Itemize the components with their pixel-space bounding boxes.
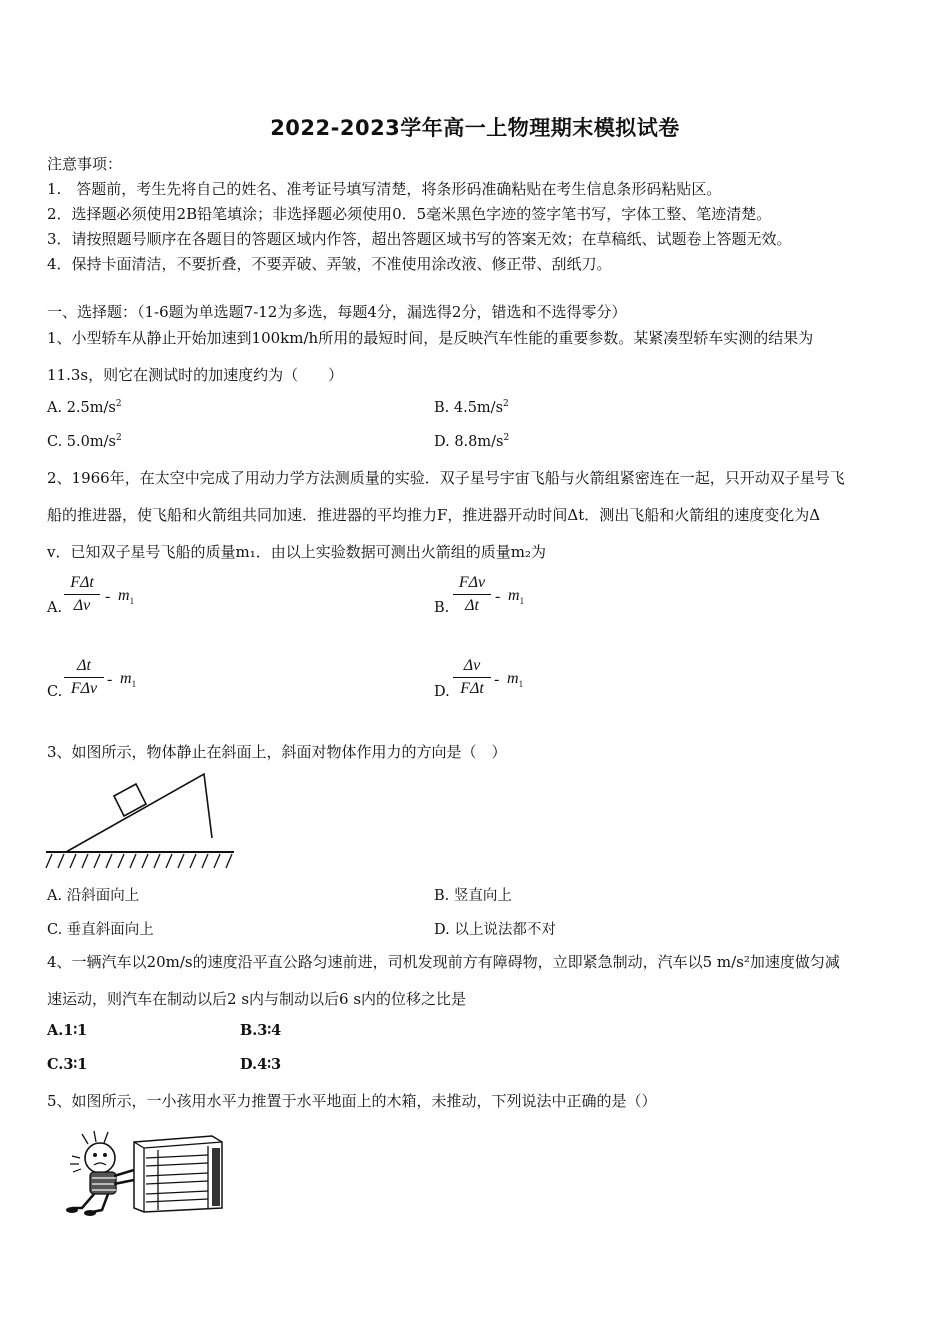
- q2-option-d-label: D.: [434, 684, 450, 700]
- q2-option-d-minus: -: [494, 671, 500, 688]
- q3-stem: 3、如图所示，物体静止在斜面上，斜面对物体作用力的方向是（ ）: [47, 743, 507, 761]
- notice-item-3: 3．请按照题号顺序在各题目的答题区域内作答，超出答题区域书写的答案无效；在草稿纸、试题卷上答题无效。: [47, 230, 792, 248]
- q2-option-a-fraction: FΔt Δv: [64, 574, 100, 615]
- q2-option-b-minus: -: [495, 588, 501, 605]
- q2-option-a-m1: $m_1$: [118, 587, 135, 607]
- q1-option-b: B. $4.5m/s^2$: [434, 399, 509, 416]
- q4-stem-line1: 4、一辆汽车以20m/s的速度沿平直公路匀速前进，司机发现前方有障碍物，立即紧急制动，汽车以5 m/s²加速度做匀减: [47, 953, 840, 971]
- q2-option-c-minus: -: [107, 671, 113, 688]
- q2-stem-line2: 船的推进器，使飞船和火箭组共同加速．推进器的平均推力F，推进器开动时间Δt．测出飞船和火箭组的速度变化为Δ: [47, 506, 821, 524]
- q3-option-b: B. 竖直向上: [434, 888, 512, 904]
- notice-item-4: 4．保持卡面清洁，不要折叠，不要弄破、弄皱，不准使用涂改液、修正带、刮纸刀。: [47, 255, 612, 273]
- q5-stem: 5、如图所示，一小孩用水平力推置于水平地面上的木箱，未推动，下列说法中正确的是（）: [47, 1092, 657, 1110]
- q1-option-a: A. $2.5m/s^2$: [47, 399, 122, 416]
- q2-option-c-m1: $m_1$: [120, 670, 137, 690]
- page-title: 2022-2023学年高一上物理期末模拟试卷: [270, 116, 680, 140]
- q1-option-d: D. $8.8m/s^2$: [434, 433, 510, 450]
- q2-option-b-label: B.: [434, 600, 450, 616]
- q4-stem-line2: 速运动，则汽车在制动以后2 s内与制动以后6 s内的位移之比是: [47, 990, 467, 1008]
- q4-option-b: B.3∶4: [240, 1022, 282, 1039]
- q1-stem-line2: 11.3s，则它在测试时的加速度约为（ ）: [47, 366, 344, 384]
- q4-option-c: C.3∶1: [47, 1056, 88, 1073]
- q4-option-d: D.4∶3: [240, 1056, 282, 1073]
- q4-option-a: A.1∶1: [47, 1022, 88, 1039]
- notice-item-2: 2．选择题必须使用2B铅笔填涂；非选择题必须使用0．5毫米黑色字迹的签字笔书写，字体工整、笔迹清楚。: [47, 205, 772, 223]
- q2-option-d-m1: $m_1$: [507, 670, 524, 690]
- q2-stem-line3: v．已知双子星号飞船的质量m₁．由以上实验数据可测出火箭组的质量m₂为: [47, 543, 546, 561]
- q3-option-c: C. 垂直斜面向上: [47, 922, 154, 938]
- child-pushing-box-illustration: [62, 1128, 226, 1220]
- q1-option-c: C. $5.0m/s^2$: [47, 433, 122, 450]
- notice-item-1: 1. 答题前，考生先将自己的姓名、准考证号填写清楚，将条形码准确粘贴在考生信息条形码粘贴区。: [47, 180, 722, 198]
- q2-option-c-fraction: Δt FΔv: [64, 657, 104, 698]
- incline-diagram: [44, 770, 240, 874]
- section-heading: 一、选择题：（1-6题为单选题7-12为多选，每题4分，漏选得2分，错选和不选得零分）: [47, 303, 627, 321]
- q2-option-d-fraction: Δv FΔt: [453, 657, 491, 698]
- q3-option-a: A. 沿斜面向上: [47, 888, 140, 904]
- q1-stem-line1: 1、小型轿车从静止开始加速到100km/h所用的最短时间，是反映汽车性能的重要参数。某紧凑型轿车实测的结果为: [47, 329, 814, 347]
- notice-header: 注意事项：: [47, 155, 123, 173]
- q2-option-a-minus: -: [105, 588, 111, 605]
- q2-stem-line1: 2、1966年，在太空中完成了用动力学方法测质量的实验．双子星号宇宙飞船与火箭组紧密连在一起，只开动双子星号飞: [47, 469, 845, 487]
- q2-option-a-label: A.: [47, 600, 63, 616]
- q3-option-d: D. 以上说法都不对: [434, 922, 556, 938]
- q2-option-c-label: C.: [47, 684, 63, 700]
- q2-option-b-m1: $m_1$: [508, 587, 525, 607]
- q2-option-b-fraction: FΔv Δt: [453, 574, 491, 615]
